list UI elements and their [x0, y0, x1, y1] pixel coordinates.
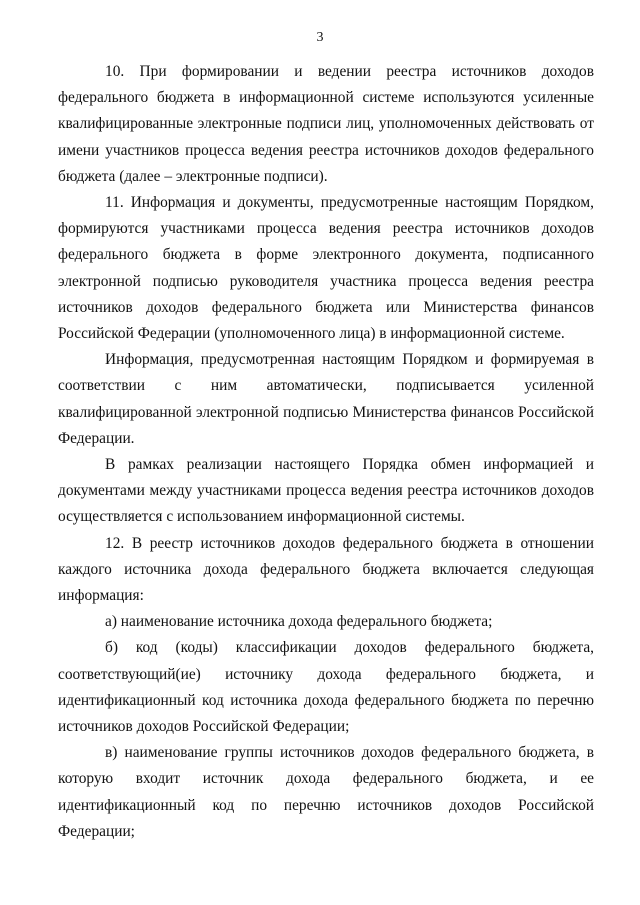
paragraph-12-item-b: б) код (коды) классификации доходов федерального бюджета, соответствующий(ие) источнику дохода федерального бюджета, и идентификационный код источника дохода федерального бюджета по перечню источников доходов Российской Федерации; — [58, 639, 594, 736]
paragraph-11-exchange: В рамках реализации настоящего Порядка обмен информацией и документами между участниками процесса ведения реестра источников доходов осуществляется с использованием информационной системы. — [58, 456, 594, 526]
paragraph-12: 12. В реестр источников доходов федерального бюджета в отношении каждого источника дохода федерального бюджета включается следующая информация: — [58, 534, 594, 605]
page-number: 3 — [316, 30, 324, 45]
paragraph-12-item-v: в) наименование группы источников доходов федерального бюджета, в которую входит источник дохода федерального бюджета, и ее идентификационный код по перечню источников доходов Российской Федерации; — [58, 744, 594, 840]
paragraph-12-item-a: а) наименование источника дохода федерального бюджета; — [105, 613, 493, 631]
document-body — [58, 59, 594, 845]
paragraph-11: 11. Информация и документы, предусмотренные настоящим Порядком, формируются участниками процесса ведения реестра источников доходов федерального бюджета в форме электронного документа, подписанного электронной подписью руководителя участника процесса ведения реестра источников доходов федерального бюджета или Министерства финансов Российской Федерации (уполномоченного лица) в информационной системе. — [58, 194, 594, 343]
paragraph-10: 10. При формировании и ведении реестра источников доходов федерального бюджета в информационной системе используются усиленные квалифицированные электронные подписи лиц, уполномоченных действовать от имени участников процесса ведения реестра источников доходов федерального бюджета (далее – электронные подписи). — [58, 63, 594, 185]
paragraph-11-info-signing: Информация, предусмотренная настоящим Порядком и формируемая в соответствии с ним автоматически, подписывается усиленной квалифицированной электронной подписью Министерства финансов Российской Федерации. — [58, 351, 594, 447]
